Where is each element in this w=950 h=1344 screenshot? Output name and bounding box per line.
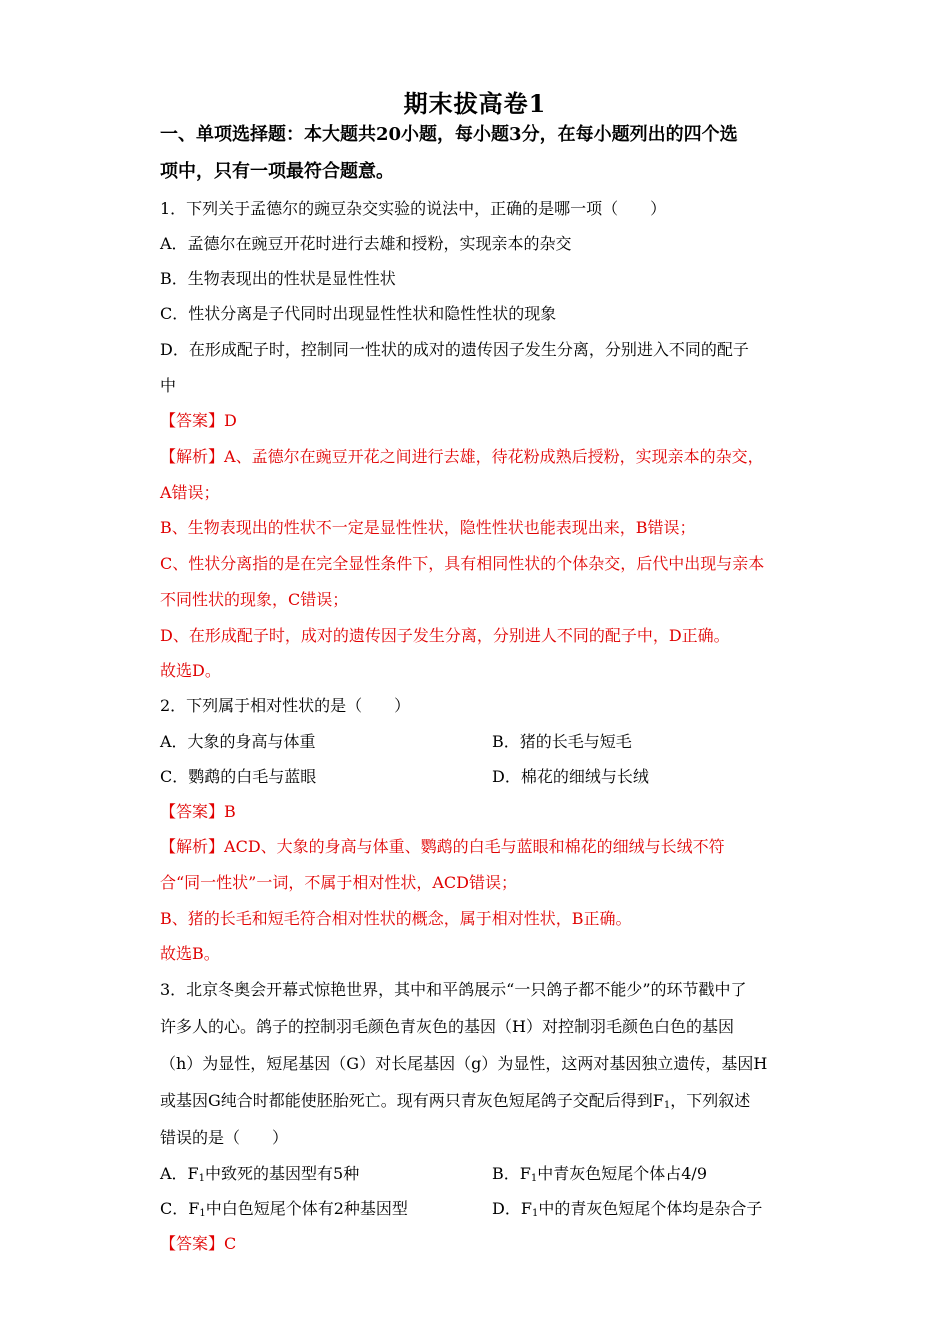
q2-option-d: D．棉花的细绒与长绒 <box>492 767 649 786</box>
q1-option-d-line1: D．在形成配子时，控制同一性状的成对的遗传因子发生分离，分别进入不同的配子 <box>160 340 749 359</box>
q3-option-c-pre: C．F <box>160 1199 200 1218</box>
q3-answer <box>160 1233 236 1255</box>
q3-stem-line4-pre: 或基因G纯合时都能使胚胎死亡。现有两只青灰色短尾鸽子交配后得到F <box>160 1091 664 1110</box>
q1-option-b: B．生物表现出的性状是显性性状 <box>160 269 396 288</box>
q1-analysis-3a: C、性状分离指的是在完全显性条件下，具有相同性状的个体杂交，后代中出现与亲本 <box>160 554 765 573</box>
q2-stem: 2．下列属于相对性状的是（ ） <box>160 696 411 715</box>
q2-option-b: B．猪的长毛与短毛 <box>492 732 632 751</box>
q1-answer <box>160 410 237 432</box>
q2-option-c: C．鹦鹉的白毛与蓝眼 <box>160 767 317 786</box>
q2-answer <box>160 801 236 823</box>
q3-option-d-post: 中的青灰色短尾个体均是杂合子 <box>538 1199 763 1218</box>
q3-option-a-sub: 1 <box>198 1173 206 1184</box>
q3-option-a-pre: A．F <box>160 1164 199 1183</box>
q1-option-a: A．孟德尔在豌豆开花时进行去雄和授粉，实现亲本的杂交 <box>160 234 572 253</box>
q1-option-d-line2: 中 <box>160 376 177 395</box>
q3-stem-line2: 许多人的心。鸽子的控制羽毛颜色青灰色的基因（H）对控制羽毛颜色白色的基因 <box>160 1017 734 1036</box>
q3-option-d-pre: D．F <box>492 1199 532 1218</box>
q2-analysis-2: B、猪的长毛和短毛符合相对性状的概念，属于相对性状，B正确。 <box>160 909 632 928</box>
q1-option-c: C．性状分离是子代同时出现显性性状和隐性性状的现象 <box>160 304 557 323</box>
q3-option-c-post: 中白色短尾个体有2种基因型 <box>205 1199 408 1218</box>
q1-answer-tag: 【答案】 <box>160 411 225 430</box>
q1-conclusion: 故选D。 <box>160 661 221 680</box>
q3-answer-tag: 【答案】 <box>160 1234 225 1253</box>
q3-answer-value: C <box>224 1234 237 1253</box>
q3-option-b <box>492 1163 707 1190</box>
q3-option-b-pre: B．F <box>492 1164 531 1183</box>
q1-analysis-3b: 不同性状的现象，C错误； <box>160 590 349 609</box>
q3-option-d-sub: 1 <box>531 1208 539 1219</box>
q3-stem-line1: 3．北京冬奥会开幕式惊艳世界，其中和平鸽展示“一只鸽子都不能少”的环节戳中了 <box>160 980 747 999</box>
q3-option-a-post: 中致死的基因型有5种 <box>205 1164 360 1183</box>
q1-analysis-2: B、生物表现出的性状不一定是显性性状，隐性性状也能表现出来，B错误； <box>160 518 696 537</box>
q1-answer-value: D <box>224 411 237 430</box>
section-heading-line2: 项中，只有一项最符合题意。 <box>160 161 394 182</box>
q1-analysis-tag: 【解析】 <box>160 447 225 466</box>
page-title: 期末拔高卷1 <box>403 89 547 118</box>
q2-analysis-1a-text: ACD、大象的身高与体重、鹦鹉的白毛与蓝眼和棉花的细绒与长绒不符 <box>224 837 725 856</box>
q2-option-a: A．大象的身高与体重 <box>160 732 316 751</box>
q1-stem: 1．下列关于孟德尔的豌豆杂交实验的说法中，正确的是哪一项（ ） <box>160 199 667 218</box>
q2-analysis-1b: 合“同一性状”一词，不属于相对性状，ACD错误； <box>160 873 517 892</box>
q1-analysis-1b: A错误； <box>160 483 220 502</box>
q3-stem-line4-post: ，下列叙述 <box>670 1091 751 1110</box>
q3-option-d <box>492 1198 762 1225</box>
q3-stem-line5: 错误的是（ ） <box>160 1128 289 1147</box>
q3-option-b-sub: 1 <box>530 1173 538 1184</box>
q3-stem-line4 <box>160 1090 750 1117</box>
q3-option-b-post: 中青灰色短尾个体占4/9 <box>537 1164 708 1183</box>
q3-stem-line3: （h）为显性，短尾基因（G）对长尾基因（g）为显性，这两对基因独立遗传，基因H <box>160 1054 768 1073</box>
q3-option-c-sub: 1 <box>199 1208 206 1219</box>
q2-analysis-tag: 【解析】 <box>160 837 225 856</box>
q3-option-c <box>160 1198 408 1225</box>
q3-stem-line4-sub: 1 <box>663 1100 671 1111</box>
q2-analysis-1a <box>160 836 725 858</box>
q2-answer-tag: 【答案】 <box>160 802 225 821</box>
q1-analysis-1a-text: A、孟德尔在豌豆开花之间进行去雄，待花粉成熟后授粉，实现亲本的杂交， <box>224 447 764 466</box>
section-heading-line1: 一、单项选择题：本大题共20小题，每小题3分，在每小题列出的四个选 <box>160 124 738 145</box>
q2-conclusion: 故选B。 <box>160 944 220 963</box>
q1-analysis-4: D、在形成配子时，成对的遗传因子发生分离，分别进人不同的配子中，D正确。 <box>160 626 730 645</box>
q2-answer-value: B <box>224 802 236 821</box>
q3-option-a <box>160 1163 359 1190</box>
q1-analysis-1a <box>160 446 764 468</box>
